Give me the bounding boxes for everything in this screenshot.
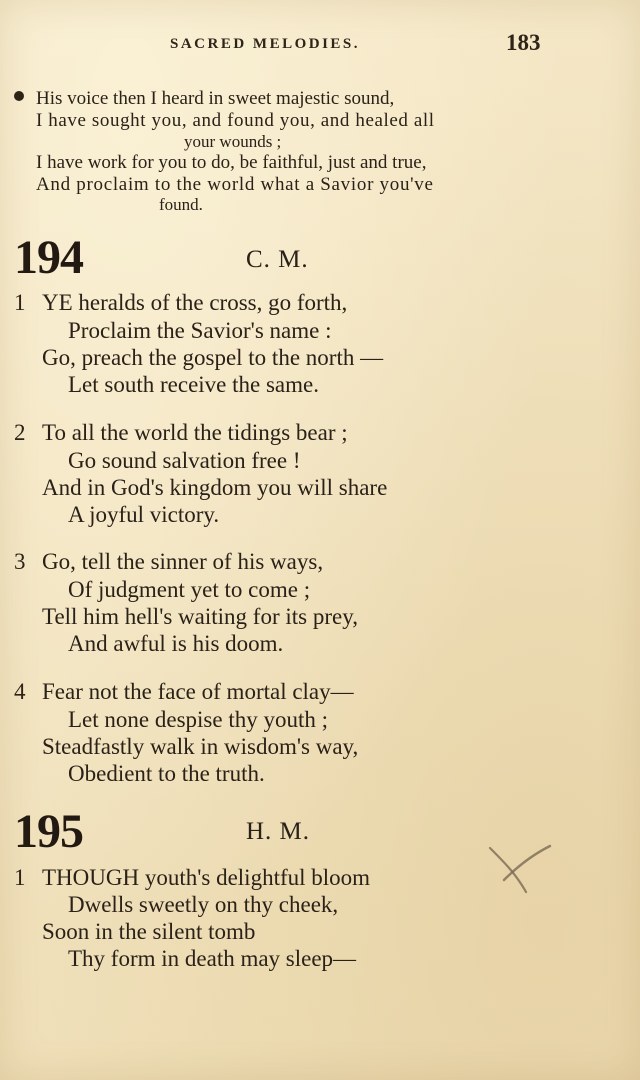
verse-line: Tell him hell's waiting for its prey, xyxy=(42,604,358,629)
hymn-number: 194 xyxy=(14,231,83,284)
stanza-number: 4 xyxy=(14,679,26,704)
verse-line: Fear not the face of mortal clay— xyxy=(42,679,354,704)
verse-line: Dwells sweetly on thy cheek, xyxy=(68,892,339,917)
verse-line: A joyful victory. xyxy=(68,502,220,527)
stanza-number: 1 xyxy=(14,865,26,890)
continuation-line: I have work for you to do, be faithful, just and true, xyxy=(36,152,427,173)
verse-line: To all the world the tidings bear ; xyxy=(42,420,348,445)
verse-line: And in God's kingdom you will share xyxy=(42,475,388,500)
continuation-line: His voice then I heard in sweet majestic sound, xyxy=(36,88,395,109)
verse-line: Go sound salvation free ! xyxy=(68,448,301,473)
stanza-number: 3 xyxy=(14,549,26,574)
verse-line: YE heralds of the cross, go forth, xyxy=(42,290,348,315)
hymn-meter: H. M. xyxy=(246,818,311,845)
continuation-line: your wounds ; xyxy=(184,132,282,151)
continuation-line: found. xyxy=(159,195,203,214)
verse-line: And awful is his doom. xyxy=(68,631,284,656)
verse-line: Proclaim the Savior's name : xyxy=(68,318,332,343)
continuation-line: I have sought you, and found you, and healed all xyxy=(36,110,435,131)
verse-line: Let south receive the same. xyxy=(68,372,319,397)
verse-line: Go, preach the gospel to the north — xyxy=(42,345,384,370)
verse-line: Obedient to the truth. xyxy=(68,761,265,786)
hymn-number: 195 xyxy=(14,805,83,858)
verse-line: Go, tell the sinner of his ways, xyxy=(42,549,324,574)
stanza-number: 2 xyxy=(14,420,26,445)
verse-line: Let none despise thy youth ; xyxy=(68,707,328,732)
continuation-line: And proclaim to the world what a Savior you've xyxy=(36,174,434,195)
verse-line: Thy form in death may sleep— xyxy=(68,946,357,971)
pencil-x-mark xyxy=(486,840,556,900)
verse-line: Of judgment yet to come ; xyxy=(68,577,311,602)
page-number: 183 xyxy=(506,30,541,55)
verse-line: Steadfastly walk in wisdom's way, xyxy=(42,734,359,759)
running-title: SACRED MELODIES. xyxy=(170,36,361,52)
hymn-meter: C. M. xyxy=(246,246,309,273)
stanza-number: 1 xyxy=(14,290,26,315)
verse-line: THOUGH youth's delightful bloom xyxy=(42,865,371,890)
stanza-marker-icon xyxy=(14,91,24,101)
verse-line: Soon in the silent tomb xyxy=(42,919,256,944)
